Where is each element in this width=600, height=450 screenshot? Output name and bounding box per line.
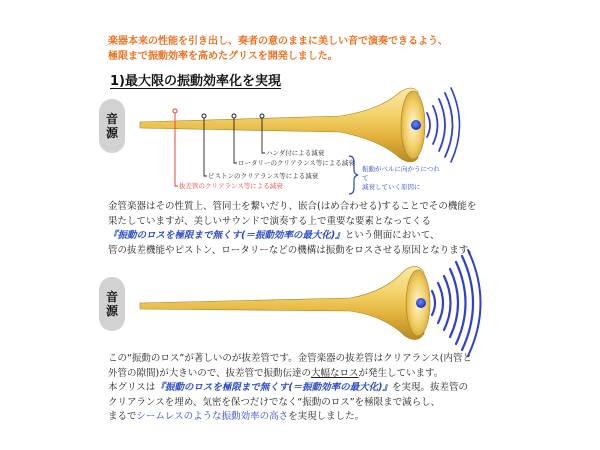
- para2-line-2-underline: 大幅なロス: [311, 367, 359, 379]
- para2-line-5-blue: シームレスのような振動効率の高さ: [136, 411, 289, 422]
- para1-line-3: [108, 229, 590, 244]
- label-rotary: ロータリーのクリアランス等による減衰: [238, 159, 355, 167]
- para1-line-3-rest: という側面において、: [344, 230, 440, 241]
- para1-line-1: 金管楽器はその性質上、管同士を繋いだり、嵌合(はめ合わせる)することでその機能を: [108, 201, 477, 212]
- sound-source-2-char2: 源: [105, 304, 118, 318]
- para2-line-4: クリアランスを埋め、気密を保つだけでなく“振動のロス”を極限まで減らし、: [108, 396, 441, 408]
- sound-source-2: [99, 277, 125, 331]
- para1-line-4: 管の抜差機能やピストン、ロータリーなどの機構は振動をロスさせる原因となります。: [108, 244, 477, 256]
- sound-waves-1-icon: [427, 88, 460, 162]
- intro-line-1: 楽器本来の性能を引き出し、奏者の意のままに美しい音で演奏できるよう、: [108, 36, 448, 47]
- bell-note-line-1: 振動がベルに向かうにつれて: [362, 165, 440, 182]
- section-title: 1)最大限の振動効率化を実現: [110, 74, 281, 89]
- horn-2: [140, 266, 430, 339]
- paragraph-2: [108, 352, 590, 425]
- sound-point-2: [416, 298, 426, 308]
- paragraph-1: [108, 200, 590, 258]
- para1-highlight: 『振動のロスを極限まで無くす(＝振動効率の最大化)』: [108, 230, 345, 241]
- para2-highlight: 『振動のロスを極限まで無くす(＝振動効率の最大化)』: [155, 382, 392, 393]
- para1-line-2: 果たしていますが、美しいサウンドで演奏する上で重要な要素となってくる: [108, 215, 432, 227]
- sound-source-1: [99, 99, 125, 153]
- label-piston: ピストンのクリアランス等による減衰: [208, 172, 319, 180]
- sound-source-2-char1: 音: [105, 290, 118, 304]
- para2-line-2: [108, 367, 590, 382]
- intro-line-2: 極限まで振動効率を高めたグリスを開発しました。: [108, 51, 338, 62]
- label-slide: 抜差管のクリアランス等による減衰: [179, 182, 283, 190]
- para2-line-5-b: を実現しました。: [288, 411, 365, 422]
- para2-line-1: この“振動のロス”が著しいのが抜差管です。金管楽器の抜差管はクリアランス(内管と: [108, 353, 473, 364]
- sound-waves-2-icon: [432, 250, 481, 356]
- sound-point-1: [411, 120, 421, 130]
- para2-line-3: [108, 381, 590, 396]
- para2-line-2-a: 外管の隙間)が大きいので、抜差管で振動伝達の: [108, 367, 312, 379]
- para2-line-3-b: を実現。抜差管の: [392, 382, 469, 393]
- para2-line-5-a: まるで: [108, 411, 137, 422]
- bell-note-line-2: 減衰していく原因に: [362, 183, 421, 191]
- para2-line-5: [108, 410, 590, 425]
- sound-source-1-char1: 音: [105, 112, 118, 126]
- bell-note: [362, 165, 442, 192]
- label-hanger: ハンダ付による減衰: [266, 149, 325, 157]
- sound-source-1-char2: 源: [105, 126, 118, 140]
- para2-line-3-a: 本グリスは: [108, 382, 156, 393]
- para2-line-2-b: が発生しています。: [358, 367, 444, 379]
